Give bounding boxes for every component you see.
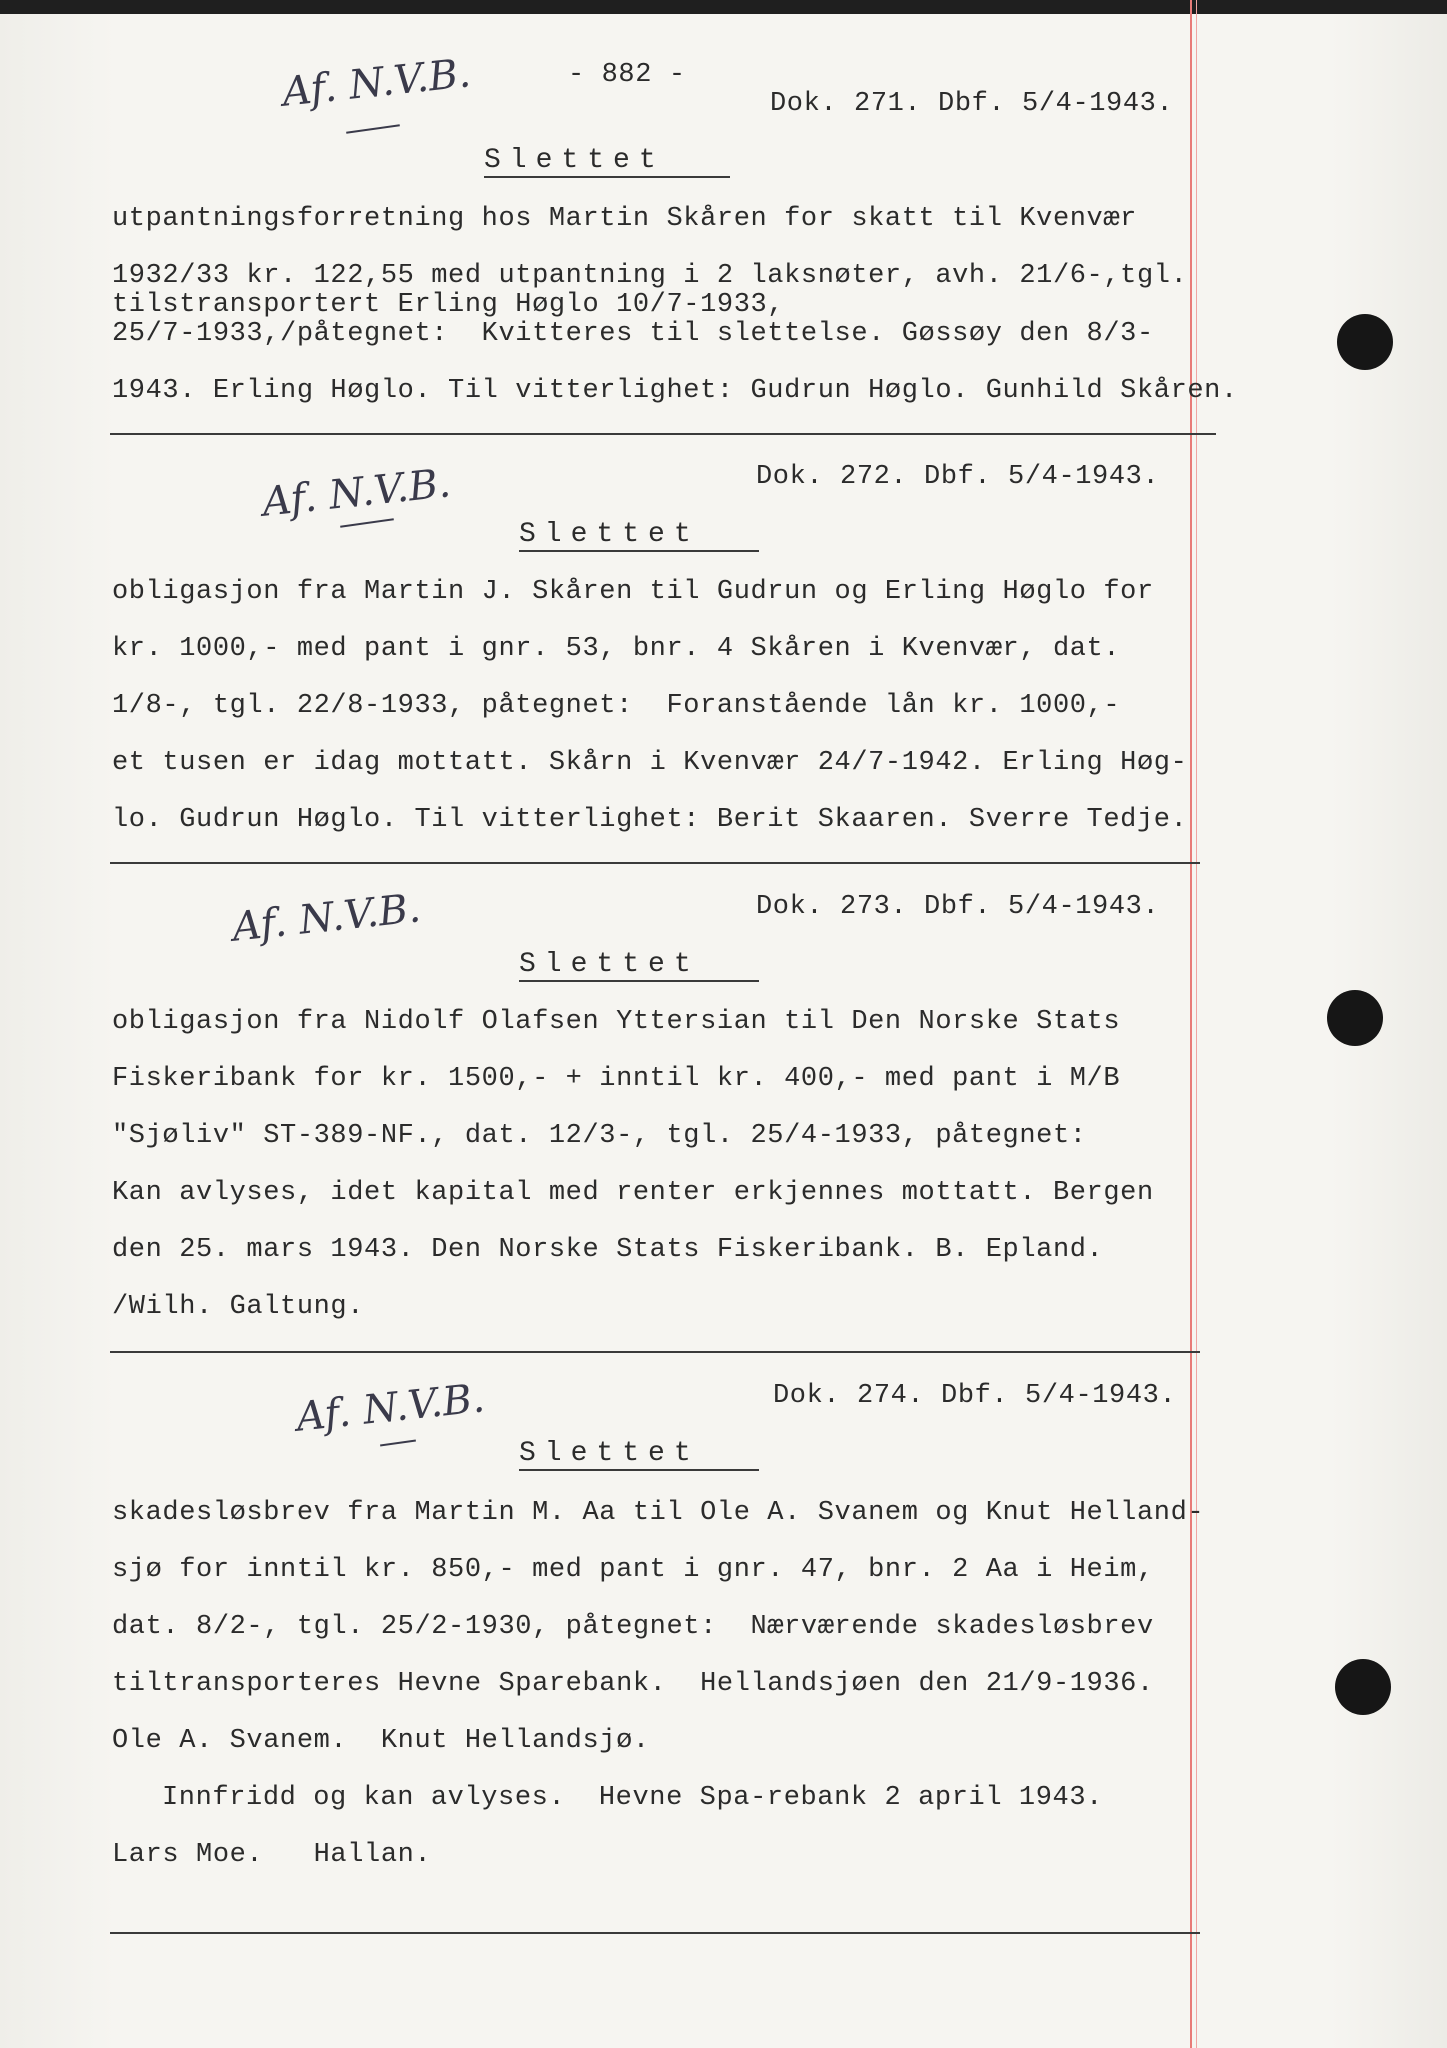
entry-1-doc-ref: Dok. 271. Dbf. 5/4-1943. [770,89,1174,119]
entry-4-line-1: skadesløsbrev fra Martin M. Aa til Ole A. Svanem og Knut Helland- [112,1498,1205,1528]
entry-3-line-6: /Wilh. Galtung. [112,1292,365,1322]
entry-4-line-4: tiltransporteres Hevne Sparebank. Hellandsjøen den 21/9-1936. [112,1669,1154,1699]
entry-1-line-4: 25/7-1933,/påtegnet: Kvitteres til slettelse. Gøssøy den 8/3- [112,319,1154,349]
entry-4-heading: Slettet [519,1438,700,1469]
entry-2-line-3: 1/8-, tgl. 22/8-1933, påtegnet: Foranstående lån kr. 1000,- [112,691,1121,721]
entry-4-line-5: Ole A. Svanem. Knut Hellandsjø. [112,1726,650,1756]
punch-hole-icon [1335,1659,1391,1715]
entry-1-heading: Slettet [484,145,665,176]
entry-4-line-3: dat. 8/2-, tgl. 25/2-1930, påtegnet: Nærværende skadesløsbrev [112,1612,1154,1642]
entry-1-handwritten-mark: Af. N.V.B. [280,50,473,116]
entry-4-line-7: Lars Moe. Hallan. [112,1840,432,1870]
entry-3-line-5: den 25. mars 1943. Den Norske Stats Fiskeribank. B. Epland. [112,1235,1104,1265]
punch-hole-icon [1337,314,1393,370]
entry-3-line-1: obligasjon fra Nidolf Olafsen Yttersian til Den Norske Stats [112,1007,1121,1037]
entry-1-line-2: 1932/33 kr. 122,55 med utpantning i 2 laksnøter, avh. 21/6-,tgl. [112,261,1188,291]
entry-1-line-5: 1943. Erling Høglo. Til vitterlighet: Gudrun Høglo. Gunhild Skåren. [112,376,1238,406]
scan-edge [0,0,1447,14]
entry-2-line-5: lo. Gudrun Høglo. Til vitterlighet: Berit Skaaren. Sverre Tedje. [112,805,1188,835]
entry-1-line-1: utpantningsforretning hos Martin Skåren for skatt til Kvenvær [112,204,1137,234]
margin-line-secondary [1196,0,1197,2048]
hand-underline [346,124,400,133]
entry-2-handwritten-mark: Af. N.V.B. [260,460,453,526]
entry-divider [110,1351,1200,1353]
heading-underline [519,980,759,982]
entry-divider [110,862,1200,864]
entry-2-line-1: obligasjon fra Martin J. Skåren til Gudrun og Erling Høglo for [112,577,1154,607]
entry-3-line-4: Kan avlyses, idet kapital med renter erkjennes mottatt. Bergen [112,1178,1154,1208]
entry-divider [110,1932,1200,1934]
entry-3-doc-ref: Dok. 273. Dbf. 5/4-1943. [756,892,1160,922]
entry-2-line-4: et tusen er idag mottatt. Skårn i Kvenvær 24/7-1942. Erling Høg- [112,748,1188,778]
page-number: - 882 - [568,60,686,90]
entry-3-heading: Slettet [519,949,700,980]
entry-2-line-2: kr. 1000,- med pant i gnr. 53, bnr. 4 Skåren i Kvenvær, dat. [112,634,1121,664]
heading-underline [484,176,730,178]
hand-underline [380,1440,416,1447]
entry-3-line-3: "Sjøliv" ST-389-NF., dat. 12/3-, tgl. 25/4-1933, påtegnet: [112,1121,1087,1151]
heading-underline [519,550,759,552]
entry-4-line-2: sjø for inntil kr. 850,- med pant i gnr. 47, bnr. 2 Aa i Heim, [112,1555,1154,1585]
entry-4-doc-ref: Dok. 274. Dbf. 5/4-1943. [773,1381,1177,1411]
entry-2-heading: Slettet [519,519,700,550]
punch-hole-icon [1327,990,1383,1046]
entry-4-handwritten-mark: Af. N.V.B. [294,1375,487,1441]
entry-3-line-2: Fiskeribank for kr. 1500,- + inntil kr. 400,- med pant i M/B [112,1064,1121,1094]
entry-divider [110,433,1216,435]
heading-underline [519,1469,759,1471]
hand-underline [340,518,394,527]
entry-4-line-6: Innfridd og kan avlyses. Hevne Spa-rebank 2 april 1943. [162,1783,1103,1813]
entry-3-handwritten-mark: Af. N.V.B. [230,885,423,951]
entry-1-line-3: tilstransportert Erling Høglo 10/7-1933, [112,290,785,320]
margin-line [1190,0,1192,2048]
entry-2-doc-ref: Dok. 272. Dbf. 5/4-1943. [756,462,1160,492]
